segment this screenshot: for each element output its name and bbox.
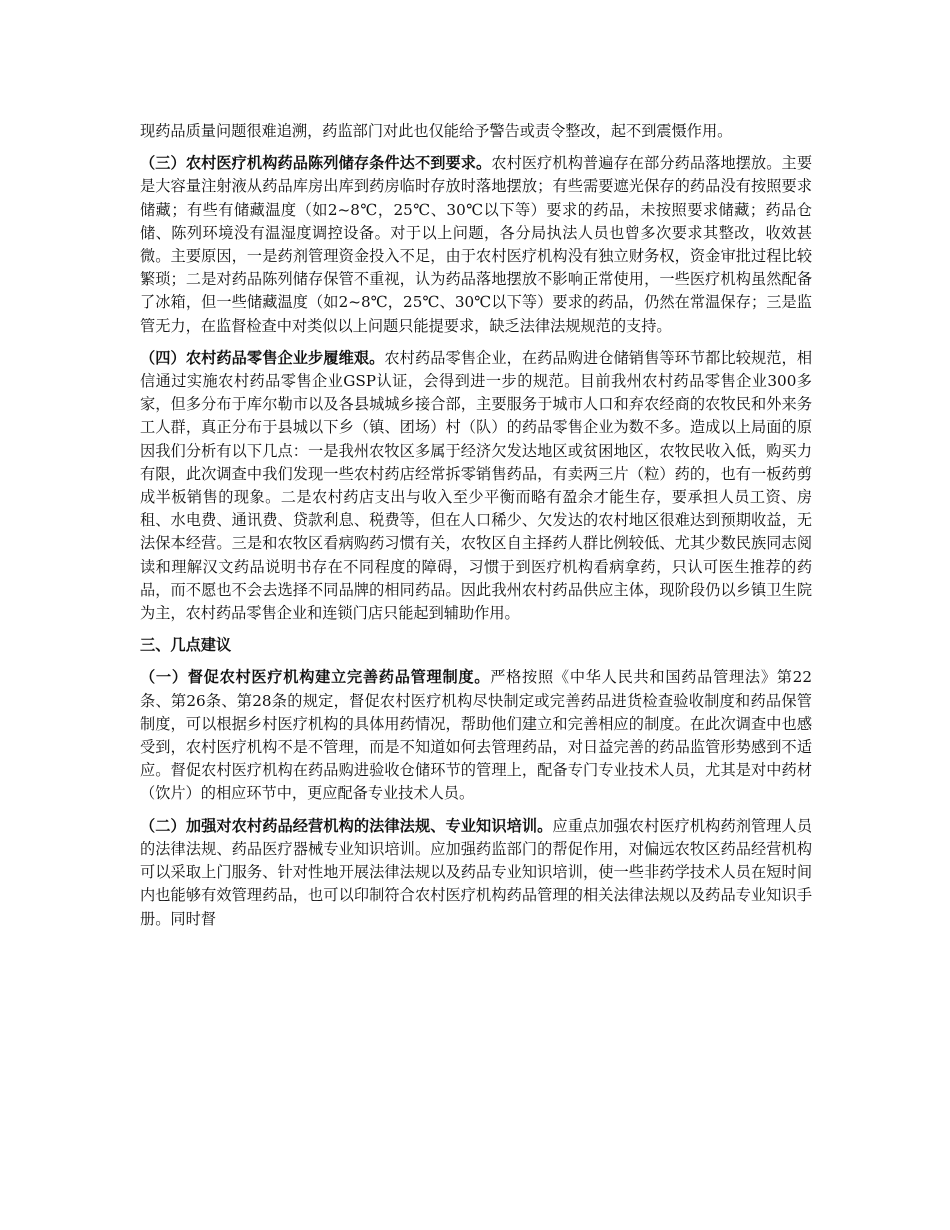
paragraph-suggestion-1: [140, 666, 812, 805]
paragraph-body: 现药品质量问题很难追溯，药监部门对此也仅能给予警告或责令整改，起不到震慑作用。: [140, 122, 733, 140]
paragraph-intro: [140, 120, 812, 143]
paragraph-lead: （一）督促农村医疗机构建立完善药品管理制度。: [140, 668, 491, 687]
document-page: [140, 120, 812, 940]
paragraph-body: 农村医疗机构普遍存在部分药品落地摆放。主要是大容量注射液从药品库房出库到药房临时存放时落地摆放；有些需要遮光保存的药品没有按照要求储藏；有些有储藏温度（如2~8℃，25℃、30℃以下等）要求的药品，未按照要求储藏；药品仓储、陈列环境没有温湿度调控设备。对于以上问题，各分局执法人员也曾多次要求其整改，收效甚微。主要原因，一是药剂管理资金投入不足，由于农村医疗机构没有独立财务权，资金审批过程比较繁琐；二是对药品陈列储存保管不重视，认为药品落地摆放不影响正常使用，一些医疗机构虽然配备了冰箱，但一些储藏温度（如2~8℃，25℃、30℃以下等）要求的药品，仍然在常温保存；三是监管无力，在监督检查中对类似以上问题只能提要求，缺乏法律法规规范的支持。: [140, 154, 813, 335]
paragraph-body: 农村药品零售企业，在药品购进仓储销售等环节都比较规范，相信通过实施农村药品零售企业GSP认证，会得到进一步的规范。目前我州农村药品零售企业300多家，但多分布于库尔勒市以及各县城城乡接合部，主要服务于城市人口和弃农经商的农牧民和外来务工人群，真正分布于县城以下乡（镇、团场）村（队）的药品零售企业为数不多。造成以上局面的原因我们分析有以下几点：一是我州农牧区多属于经济欠发达地区或贫困地区，农牧民收入低，购买力有限，此次调查中我们发现一些农村药店经常拆零销售药品，有卖两三片（粒）药的，也有一板药剪成半板销售的现象。二是农村药店支出与收入至少平衡而略有盈余才能生存，要承担人员工资、房租、水电费、通讯费、贷款利息、税费等，但在人口稀少、欠发达的农村地区很难达到预期收益，无法保本经营。三是和农牧区看病购药习惯有关，农牧区自主择药人群比例较低、尤其少数民族同志阅读和理解汉文药品说明书存在不同程度的障碍，习惯于到医疗机构看病拿药，只认可医生推荐的药品，而不愿也不会去选择不同品牌的相同药品。因此我州农村药品供应主体，现阶段仍以乡镇卫生院为主，农村药品零售企业和连锁门店只能起到辅助作用。: [140, 348, 813, 623]
paragraph-section-4: [140, 347, 812, 625]
paragraph-lead: （三）农村医疗机构药品陈列储存条件达不到要求。: [140, 154, 492, 173]
paragraph-section-3: [140, 152, 812, 338]
paragraph-suggestion-2: [140, 815, 812, 931]
paragraph-body: 严格按照《中华人民共和国药品管理法》第22条、第26条、第28条的规定，督促农村医疗机构尽快制定或完善药品进货检查验收制度和药品保管制度，可以根据乡村医疗机构的具体用药情况，帮助他们建立和完善相应的制度。在此次调查中也感受到，农村医疗机构不是不管理，而是不知道如何去管理药品，对日益完善的药品监管形势感到不适应。督促农村医疗机构在药品购进验收仓储环节的管理上，配备专门专业技术人员，尤其是对中药材（饮片）的相应环节中，更应配备专业技术人员。: [140, 668, 813, 803]
section-heading: 三、几点建议: [140, 636, 232, 655]
paragraph-lead: （四）农村药品零售企业步履维艰。: [140, 348, 385, 367]
paragraph-body: 应重点加强农村医疗机构药剂管理人员的法律法规、药品医疗器械专业知识培训。应加强药监部门的帮促作用，对偏远农牧区药品经营机构可以采取上门服务、针对性地开展法律法规以及药品专业知识培训，使一些非药学技术人员在短时间内也能够有效管理药品，也可以印制符合农村医疗机构药品管理的相关法律法规以及药品专业知识手册。同时督: [140, 816, 813, 928]
paragraph-lead: （二）加强对农村药品经营机构的法律法规、专业知识培训。: [140, 816, 553, 835]
